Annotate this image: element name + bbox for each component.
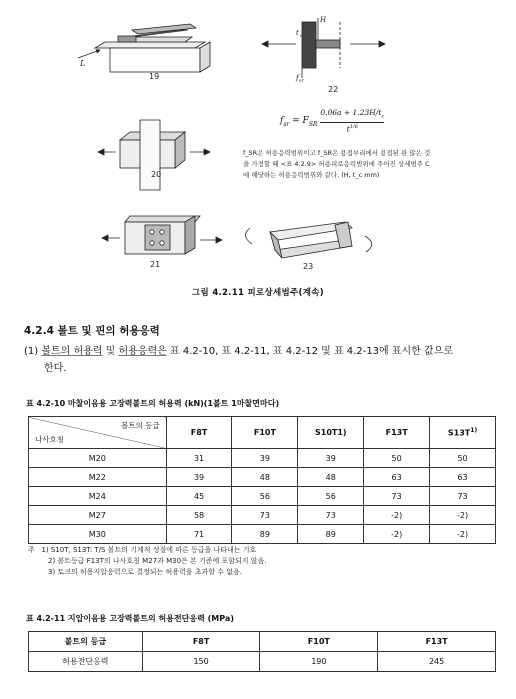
table-row [29,652,496,672]
table-cell: 63 [430,468,496,487]
svg-text:c: c [300,33,303,39]
table-cell: 73 [298,506,364,525]
table-cell: M30 [29,525,167,544]
table1-notes: 주 1) S10T, S13T: T/S 볼트의 기계적 성질에 따른 등급을 나타내는 기호 2) 볼트등급 F13T의 나사호칭 M27과 M30은 본 기준에 포함되지 않음. 3) 토크의 허용지압응력으로 결정되는 허용력을 초과할 수 없음. [28,546,267,576]
table-cell: 48 [232,468,298,487]
table-cell: 50 [430,449,496,468]
figure-20-number: 20 [151,170,162,179]
svg-text:H: H [320,16,327,24]
table2-header-cell: F10T [260,632,378,652]
figure-20-drawing [98,120,210,190]
table-cell: 245 [378,652,496,672]
table-cell: 73 [232,506,298,525]
table-cell: 56 [232,487,298,506]
table2-header-cell: F13T [378,632,496,652]
table2 [28,631,496,672]
svg-text:f: f [296,74,299,82]
table2-header-cell: F8T [142,632,260,652]
table-cell: 39 [232,449,298,468]
table1-header-cell: F10T [232,417,298,449]
figure-21-number: 21 [150,260,161,269]
table-cell: M22 [29,468,167,487]
table-cell: M20 [29,449,167,468]
table-row [29,449,496,468]
figure-22-number: 22 [328,85,339,94]
table1-caption: 표 4.2-10 마찰이음용 고장력볼트의 허용력 (kN)(1볼트 1마찰면마다) [26,399,280,408]
table-cell: 58 [166,506,232,525]
table2-header-cell: 볼트의 등급 [29,632,143,652]
svg-text:sr: sr [299,78,304,84]
table-cell: 150 [142,652,260,672]
table2-caption: 표 4.2-11 지압이음용 고장력볼트의 허용전단응력 (MPa) [26,614,234,623]
table1-diagonal-header: 볼트의 등급 나사호칭 [29,417,167,449]
table1-header-cell: S10T1) [298,417,364,449]
figure-21-drawing [102,216,222,254]
table-cell: 63 [364,468,430,487]
table-cell: -2) [364,525,430,544]
table-cell: -2) [430,525,496,544]
section-paragraph: (1) 볼트의 허용력 및 허용응력은 표 4.2-10, 표 4.2-11, 표 4.2-12 및 표 4.2-13에 표시한 값으로 한다. [24,346,454,374]
table-cell: -2) [364,506,430,525]
table-cell: 39 [166,468,232,487]
table-cell: M24 [29,487,167,506]
table1-header-cell: F13T [364,417,430,449]
fatigue-formula-note: f_SR은 허용응력범위이고 f_SR은 용접부리에서 용접된 판 않은 것을 가정할 때 <표 4.2.9> 허용피로응력범위에 주어진 상세범주 C에 해당하는 허용응력범위와 같다. (H, t_c mm) [243,149,431,179]
table1-header-cell: F8T [166,417,232,449]
figure-23-drawing [245,222,371,258]
table-row [29,487,496,506]
table-row [29,506,496,525]
section-heading: 4.2.4 볼트 및 핀의 허용응력 [24,325,160,337]
svg-text:t: t [296,29,299,37]
figure-23-number: 23 [303,262,314,271]
figure-22-drawing [262,18,385,78]
table-cell: -2) [430,506,496,525]
figure-caption: 그림 4.2.11 피로상세범주(계속) [192,288,324,298]
table-cell: 56 [298,487,364,506]
table-cell: 71 [166,525,232,544]
figure-19-L-label: L [80,59,86,68]
table-cell: 48 [298,468,364,487]
table-cell: 190 [260,652,378,672]
fatigue-formula: $f_{sr} = F_{SR}$ $\frac{0.06a + 1.23H/t_c}{t^{1/6}}$ [280,108,385,133]
figure-19-number: 19 [149,72,160,81]
table-cell: 39 [298,449,364,468]
table1-header-cell: $S13T^{1)}$ [430,417,496,449]
table-row [29,525,496,544]
table1 [28,416,496,544]
table2-header-row [29,632,496,652]
table-cell: 45 [166,487,232,506]
table-cell: 50 [364,449,430,468]
table1-header-row [29,417,496,449]
table-cell: 89 [298,525,364,544]
table-cell: 89 [232,525,298,544]
table-cell: M27 [29,506,167,525]
table-row [29,468,496,487]
table-cell: 31 [166,449,232,468]
table-cell: 73 [364,487,430,506]
figure-19-drawing [78,24,210,72]
table-cell: 허용전단응력 [29,652,143,672]
table-cell: 73 [430,487,496,506]
